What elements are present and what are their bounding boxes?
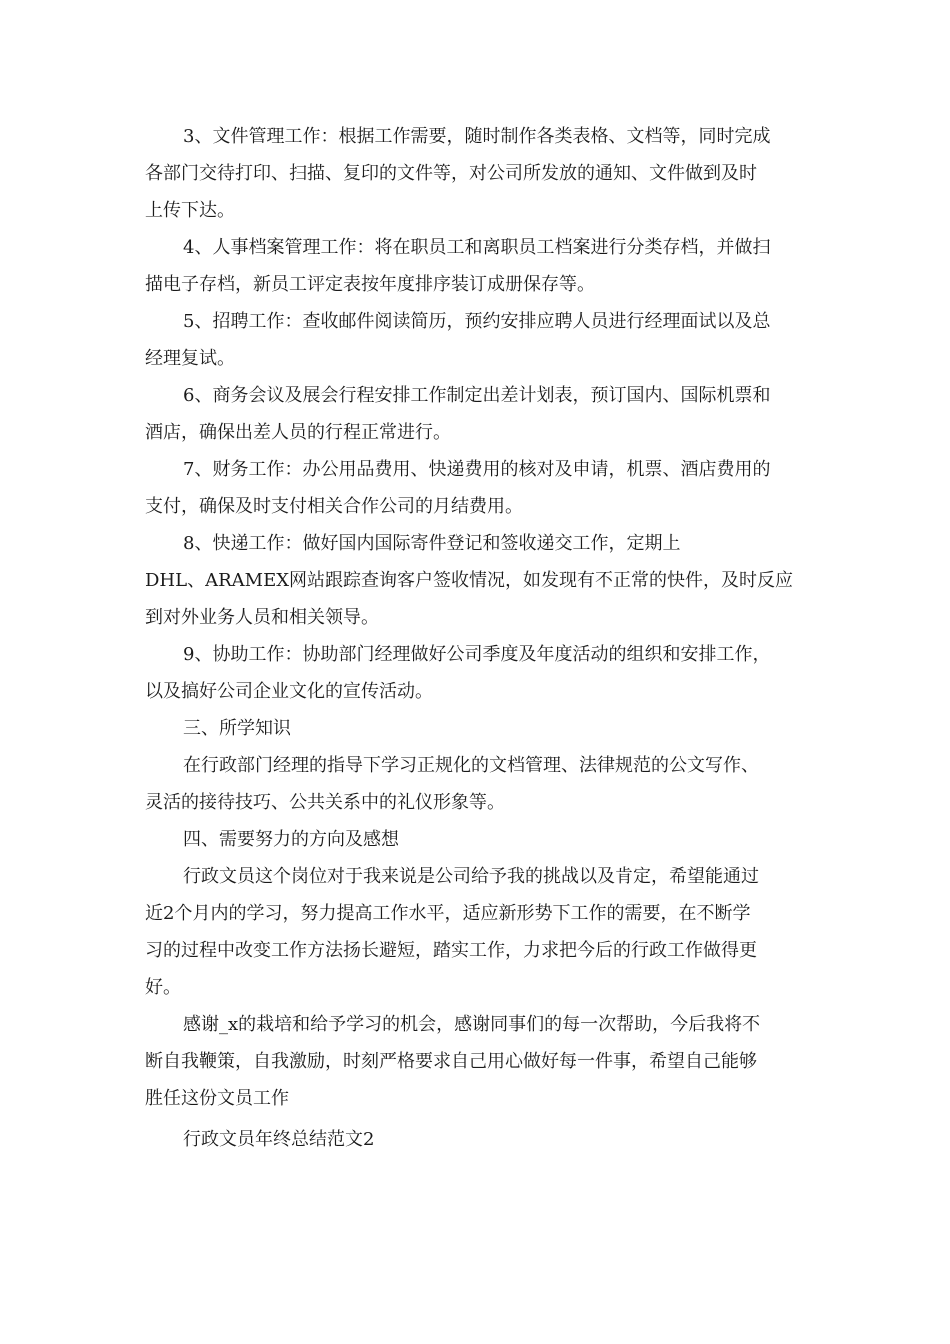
paragraph-direction: 行政文员这个岗位对于我来说是公司给予我的挑战以及肯定，希望能通过 近2个月内的学习，努力提高工作水平，适应新形势下工作的需要，在不断学 习的过程中改变工作方法扬长避短，踏实工作，力求把今后的行政工作做得更 好。 bbox=[145, 866, 759, 998]
document-subtitle: 行政文员年终总结范文2 bbox=[183, 1129, 375, 1150]
paragraph-knowledge: 在行政部门经理的指导下学习正规化的文档管理、法律规范的公文写作、 灵活的接待技巧、公共关系中的礼仪形象等。 bbox=[145, 755, 759, 813]
paragraph-hr-archives: 4、人事档案管理工作：将在职员工和离职员工档案进行分类存档，并做扫 描电子存档，新员工评定表按年度排序装订成册保存等。 bbox=[145, 237, 771, 295]
paragraph-assist: 9、协助工作：协助部门经理做好公司季度及年度活动的组织和安排工作， 以及搞好公司企业文化的宣传活动。 bbox=[145, 644, 771, 702]
document-body bbox=[145, 118, 810, 1158]
paragraph-business-travel: 6、商务会议及展会行程安排工作制定出差计划表，预订国内、国际机票和 酒店，确保出差人员的行程正常进行。 bbox=[145, 385, 771, 443]
section-heading-knowledge: 三、所学知识 bbox=[183, 718, 291, 739]
paragraph-recruitment: 5、招聘工作：查收邮件阅读简历，预约安排应聘人员进行经理面试以及总 经理复试。 bbox=[145, 311, 771, 369]
section-heading-direction: 四、需要努力的方向及感想 bbox=[183, 829, 399, 850]
paragraph-file-management: 3、文件管理工作：根据工作需要，随时制作各类表格、文档等，同时完成 各部门交待打印、扫描、复印的文件等，对公司所发放的通知、文件做到及时 上传下达。 bbox=[145, 126, 771, 221]
paragraph-finance: 7、财务工作：办公用品费用、快递费用的核对及申请，机票、酒店费用的 支付，确保及时支付相关合作公司的月结费用。 bbox=[145, 459, 771, 517]
paragraph-thanks: 感谢_x的栽培和给予学习的机会，感谢同事们的每一次帮助，今后我将不 断自我鞭策，自我激励，时刻严格要求自己用心做好每一件事，希望自己能够 胜任这份文员工作 bbox=[145, 1014, 761, 1109]
paragraph-express: 8、快递工作：做好国内国际寄件登记和签收递交工作，定期上 DHL、ARAMEX网站跟踪查询客户签收情况，如发现有不正常的快件，及时反应 到对外业务人员和相关领导。 bbox=[145, 533, 794, 628]
